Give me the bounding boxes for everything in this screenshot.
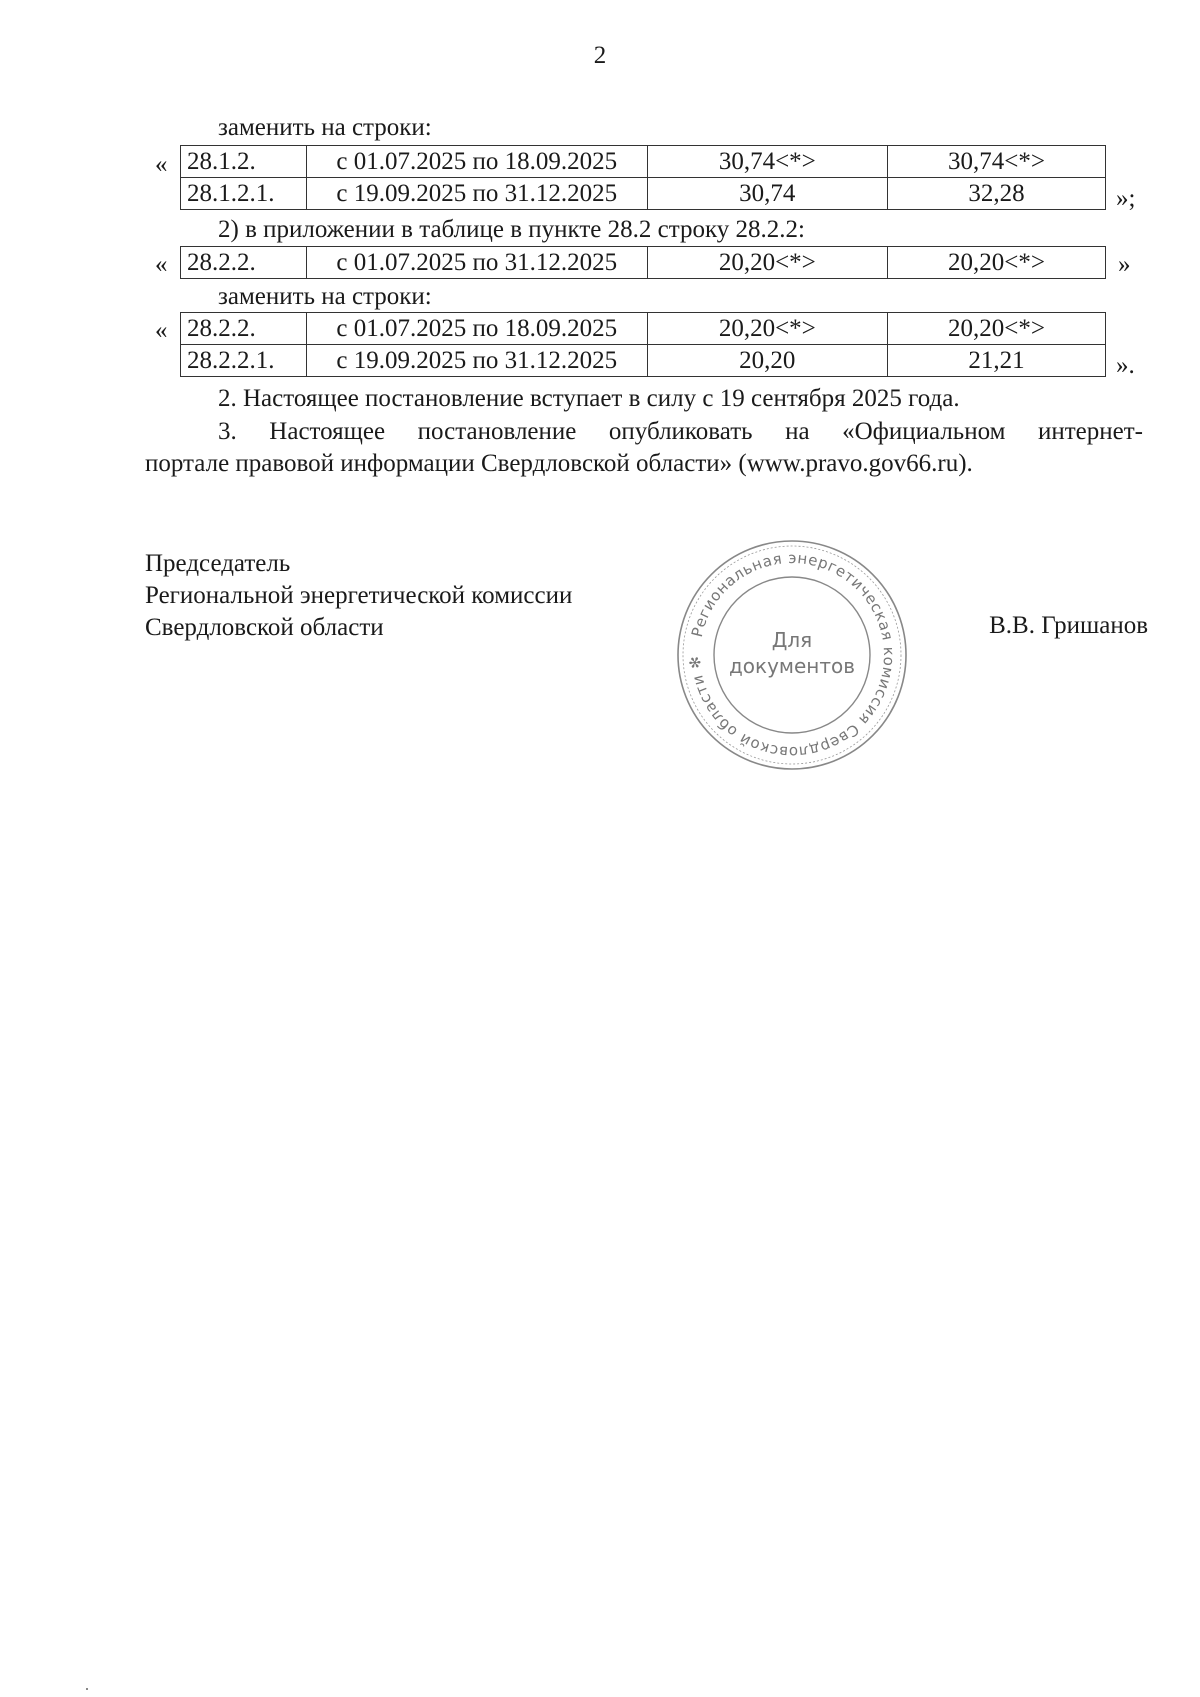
row-value-1: 30,74 (647, 178, 887, 210)
row-period: с 19.09.2025 по 31.12.2025 (306, 178, 647, 210)
official-stamp (672, 535, 912, 775)
stamp-outer-text: Региональная энергетическая комиссия Свердловской области ✻ (685, 548, 899, 762)
clause-3-line-2: портале правовой информации Свердловской области» (www.pravo.gov66.ru). (145, 450, 973, 477)
row-value-2: 21,21 (888, 345, 1106, 377)
scan-speck (86, 1688, 88, 1690)
row-value-1: 20,20 (647, 345, 887, 377)
table-row (181, 345, 1106, 377)
open-quote: « (155, 251, 168, 278)
replace-with-label: заменить на строки: (218, 283, 432, 310)
row-value-2: 20,20<*> (888, 247, 1106, 279)
page-number: 2 (593, 42, 607, 69)
signatory-title-line: Свердловской области (145, 614, 384, 641)
row-period: с 19.09.2025 по 31.12.2025 (306, 345, 647, 377)
row-number: 28.1.2. (181, 146, 307, 178)
stamp-inner-line-2: документов (728, 654, 856, 678)
amendment-table-2 (180, 246, 1106, 279)
replace-with-label: заменить на строки: (218, 114, 432, 141)
amendment-table-3 (180, 312, 1106, 377)
close-quote: » (1118, 251, 1131, 278)
signatory-title-line: Председатель (145, 550, 291, 577)
stamp-inner-line-1: Для (771, 628, 813, 652)
row-number: 28.2.2.1. (181, 345, 307, 377)
clause-3-line-1: 3. Настоящее постановление опубликовать на «Официальном интернет- (218, 418, 1143, 445)
table-row (181, 247, 1106, 279)
row-value-2: 20,20<*> (888, 313, 1106, 345)
row-period: с 01.07.2025 по 31.12.2025 (306, 247, 647, 279)
row-value-2: 30,74<*> (888, 146, 1106, 178)
signatory-title-line: Региональной энергетической комиссии (145, 582, 573, 609)
row-value-1: 20,20<*> (647, 313, 887, 345)
row-number: 28.1.2.1. (181, 178, 307, 210)
open-quote: « (155, 151, 168, 178)
amendment-table-1 (180, 145, 1106, 210)
open-quote: « (155, 317, 168, 344)
row-number: 28.2.2. (181, 247, 307, 279)
table-row (181, 313, 1106, 345)
clause-2: 2. Настоящее постановление вступает в силу с 19 сентября 2025 года. (218, 385, 960, 412)
item-2-text: 2) в приложении в таблице в пункте 28.2 строку 28.2.2: (218, 216, 805, 243)
row-number: 28.2.2. (181, 313, 307, 345)
row-value-1: 30,74<*> (647, 146, 887, 178)
signer-name: В.В. Гришанов (989, 612, 1148, 639)
table-row (181, 178, 1106, 210)
table-row (181, 146, 1106, 178)
close-quote: »; (1116, 185, 1136, 212)
row-value-2: 32,28 (888, 178, 1106, 210)
row-period: с 01.07.2025 по 18.09.2025 (306, 146, 647, 178)
close-quote: ». (1116, 352, 1135, 379)
row-period: с 01.07.2025 по 18.09.2025 (306, 313, 647, 345)
signatory-title (145, 548, 572, 644)
row-value-1: 20,20<*> (647, 247, 887, 279)
